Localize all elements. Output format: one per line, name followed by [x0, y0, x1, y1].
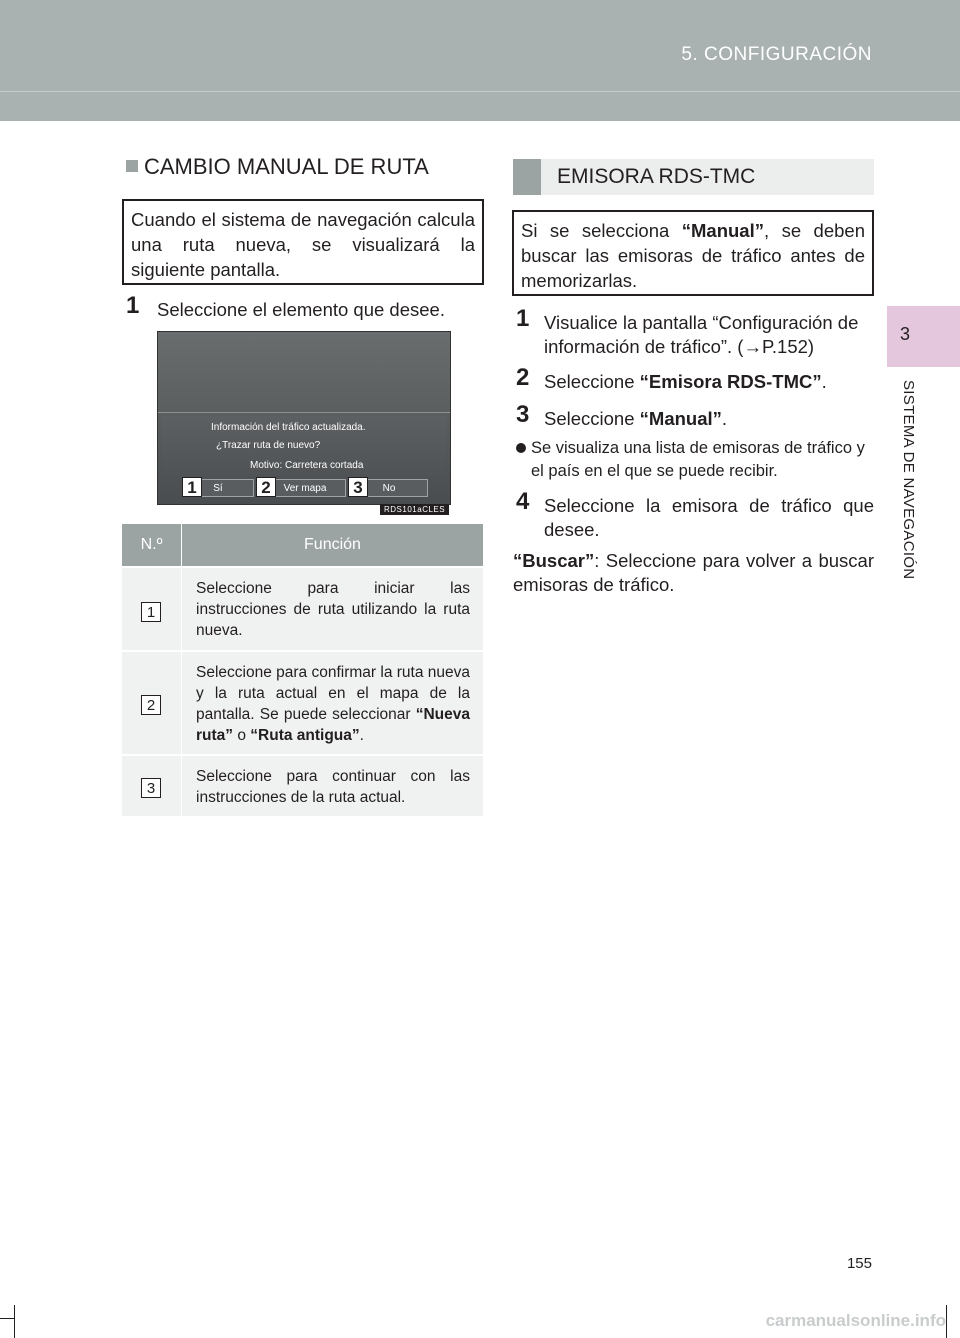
step-text-part: Seleccione — [544, 371, 640, 392]
section-title-text: EMISORA RDS-TMC — [557, 165, 756, 188]
side-tab — [887, 306, 960, 367]
search-label: “Buscar” — [513, 550, 595, 571]
watermark: carmanualsonline.info — [765, 1311, 946, 1330]
callout-2: 2 — [256, 477, 276, 497]
step-text: Visualice la pantalla “Configuración de información de tráfico”. (→P.152) — [544, 312, 859, 357]
function-table — [122, 524, 483, 816]
chapter-title: 5. CONFIGURACIÓN — [681, 44, 872, 65]
step-text — [516, 370, 874, 394]
section-title-manual-route — [126, 154, 429, 180]
step-number: 1 — [516, 305, 530, 332]
row-text: Seleccione para iniciar las instrucciones de ruta utilizando la ruta nueva. — [196, 580, 470, 639]
table-row — [122, 650, 483, 754]
step-text-part: . — [821, 371, 827, 392]
row-number-cell — [122, 756, 182, 816]
no-button[interactable]: No — [350, 479, 428, 497]
step-number: 2 — [516, 364, 530, 391]
row-text-part: Seleccione para confirmar la ruta nueva y la ruta actual en el mapa de la pantalla. Se puede seleccionar — [196, 664, 470, 723]
row-number: 3 — [141, 778, 161, 798]
row-text — [182, 652, 483, 754]
step-1-right — [516, 305, 874, 359]
header-no: N.º — [122, 524, 182, 566]
row-text: Seleccione para continuar con las instrucciones de la ruta actual. — [196, 768, 470, 806]
intro-highlight: “Manual” — [681, 220, 764, 241]
step-3-right — [516, 401, 874, 431]
step-number: 1 — [126, 292, 140, 319]
step-text — [516, 407, 874, 431]
view-map-button[interactable]: Ver mapa — [264, 479, 346, 497]
intro-text: , se deben buscar las emisoras de tráfico antes de memorizarlas. — [521, 220, 865, 291]
title-tab — [513, 159, 541, 195]
search-note — [513, 549, 874, 597]
row-text-part: o — [233, 727, 251, 744]
yes-button[interactable]: Sí — [182, 479, 254, 497]
option-old-route: “Ruta antigua” — [250, 727, 360, 744]
crop-mark — [0, 1318, 14, 1319]
row-number: 2 — [141, 695, 161, 715]
square-bullet-icon — [126, 160, 138, 172]
table-row — [122, 754, 483, 816]
step-text-part: Seleccione — [544, 408, 640, 429]
step-number: 4 — [516, 488, 530, 515]
step-text-part: . — [721, 408, 728, 429]
step-1-left — [126, 292, 486, 322]
navigation-screen-image — [157, 331, 451, 505]
step-text: Seleccione el elemento que desee. — [157, 299, 445, 320]
intro-box: Cuando el sistema de navegación calcula una ruta nueva, se visualizará la siguiente pantalla. — [122, 199, 484, 285]
page-number: 155 — [846, 1255, 872, 1272]
crop-mark — [946, 1305, 947, 1338]
screen-message-1: Información del tráfico actualizada. — [211, 422, 366, 433]
bullet-text: Se visualiza una lista de emisoras de tráfico y el país en el que se puede recibir. — [531, 439, 865, 480]
step-2-right — [516, 364, 874, 394]
step-option: “Emisora RDS-TMC” — [639, 371, 822, 392]
screen-message-2: ¿Trazar ruta de nuevo? — [216, 440, 321, 451]
step-number: 3 — [516, 401, 530, 428]
row-number-cell — [122, 568, 182, 650]
callout-1: 1 — [182, 477, 202, 497]
bullet-note — [516, 437, 874, 483]
search-text: : Seleccione para volver a buscar emisoras de tráfico. — [513, 550, 874, 595]
screen-reason: Motivo: Carretera cortada — [250, 460, 364, 471]
table-row — [122, 566, 483, 650]
callout-3: 3 — [348, 477, 368, 497]
side-tab-number: 3 — [899, 324, 910, 344]
image-code: RDS101aCLES — [380, 504, 449, 515]
screen-divider — [158, 412, 450, 413]
option-new-route: “Nueva ruta” — [196, 706, 470, 744]
bullet-dot-icon — [516, 443, 526, 453]
crop-mark — [14, 1305, 15, 1338]
header-rule — [0, 91, 960, 92]
section-title-text: CAMBIO MANUAL DE RUTA — [144, 154, 429, 179]
side-tab-label: SISTEMA DE NAVEGACIÓN — [900, 380, 917, 580]
step-4-right — [516, 488, 874, 542]
step-text: Seleccione la emisora de tráfico que desee. — [544, 495, 874, 540]
intro-text: Si se selecciona — [521, 220, 682, 241]
row-text-part: . — [359, 727, 364, 744]
row-number-cell — [122, 652, 182, 754]
intro-box-right — [512, 210, 874, 296]
section-title-rds-tmc — [513, 159, 874, 195]
header-function: Función — [304, 536, 361, 553]
row-number: 1 — [141, 602, 161, 622]
table-header — [122, 524, 483, 566]
step-option: “Manual” — [639, 408, 722, 429]
